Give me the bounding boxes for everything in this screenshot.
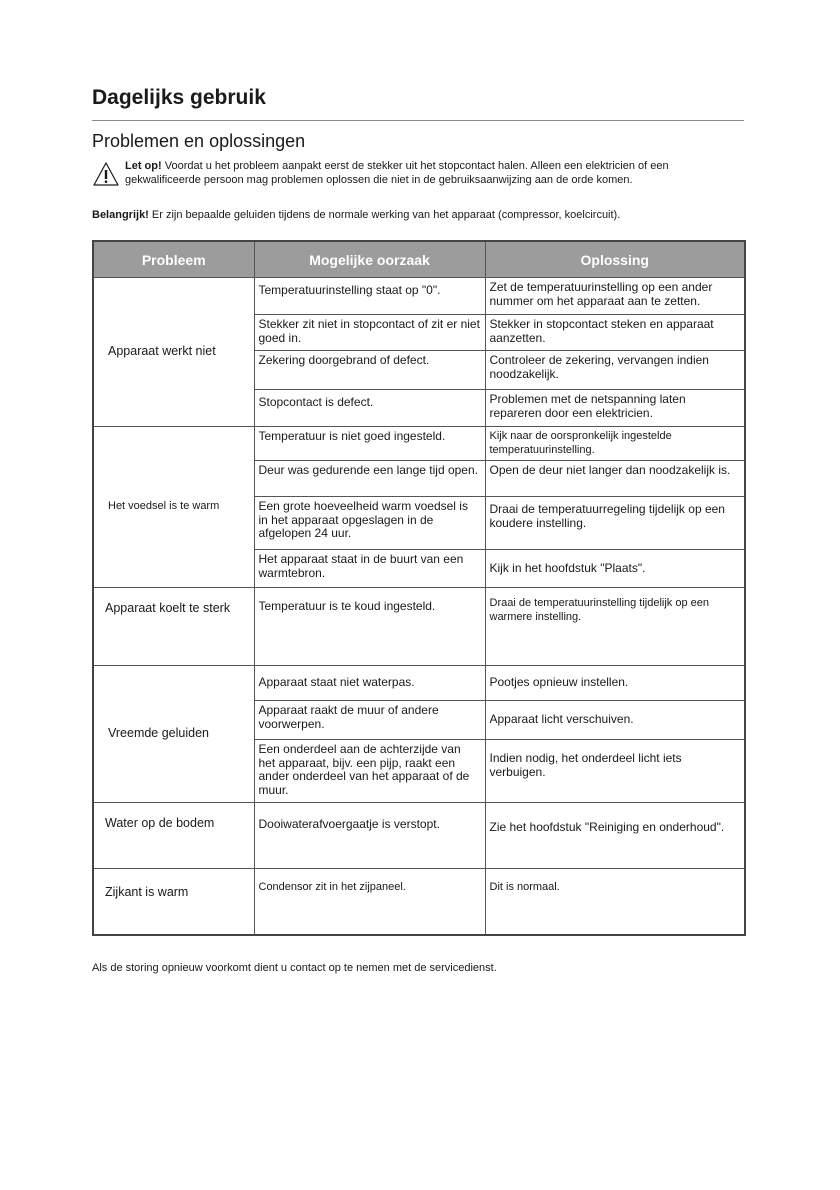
- solution-cell: Kijk in het hoofdstuk "Plaats".: [485, 550, 745, 588]
- cause-cell: Apparaat staat niet waterpas.: [254, 666, 485, 701]
- cause-cell: Stopcontact is defect.: [254, 390, 485, 427]
- warning-label: Let op!: [125, 160, 162, 172]
- solution-cell: Draai de temperatuurinstelling tijdelijk op een warmere instelling.: [485, 588, 745, 666]
- table-row: [93, 666, 745, 701]
- troubleshooting-table: [92, 240, 746, 936]
- footer-note: Als de storing opnieuw voorkomt dient u contact op te nemen met de servicedienst.: [92, 962, 497, 974]
- problem-cell: Het voedsel is te warm: [93, 427, 254, 588]
- problem-cell: Zijkant is warm: [93, 869, 254, 935]
- solution-cell: Pootjes opnieuw instellen.: [485, 666, 745, 701]
- cause-cell: Temperatuur is te koud ingesteld.: [254, 588, 485, 666]
- problem-cell: Water op de bodem: [93, 803, 254, 869]
- cause-cell: Zekering doorgebrand of defect.: [254, 351, 485, 390]
- solution-cell: Zie het hoofdstuk "Reiniging en onderhoud".: [485, 803, 745, 869]
- table-row: [93, 588, 745, 666]
- important-label: Belangrijk!: [92, 209, 149, 221]
- table-row: [93, 278, 745, 315]
- solution-cell: Stekker in stopcontact steken en apparaat aanzetten.: [485, 315, 745, 351]
- cause-cell: Apparaat raakt de muur of andere voorwerpen.: [254, 701, 485, 740]
- solution-cell: Problemen met de netspanning laten repareren door een elektricien.: [485, 390, 745, 427]
- header-solution: Oplossing: [485, 241, 745, 278]
- table-row: [93, 869, 745, 935]
- solution-cell: Kijk naar de oorspronkelijk ingestelde temperatuurinstelling.: [485, 427, 745, 461]
- warning-text: Voordat u het probleem aanpakt eerst de stekker uit het stopcontact halen. Alleen een elektricien of een gekwalificeerde persoon mag problemen oplossen die niet in de gebruiksaanwijzing aan de orde komen.: [125, 160, 669, 186]
- problem-cell: Apparaat koelt te sterk: [93, 588, 254, 666]
- solution-cell: Dit is normaal.: [485, 869, 745, 935]
- table-row: [93, 427, 745, 461]
- header-problem: Probleem: [93, 241, 254, 278]
- cause-cell: Het apparaat staat in de buurt van een warmtebron.: [254, 550, 485, 588]
- important-notice: [92, 209, 620, 221]
- cause-cell: Temperatuur is niet goed ingesteld.: [254, 427, 485, 461]
- warning-notice: [92, 160, 732, 187]
- table-header-row: [93, 241, 745, 278]
- cause-cell: Condensor zit in het zijpaneel.: [254, 869, 485, 935]
- problem-cell: Vreemde geluiden: [93, 666, 254, 803]
- cause-cell: Temperatuurinstelling staat op "0".: [254, 278, 485, 315]
- important-text: Er zijn bepaalde geluiden tijdens de normale werking van het apparaat (compressor, koelcircuit).: [148, 209, 621, 221]
- title-divider: [92, 120, 744, 121]
- header-cause: Mogelijke oorzaak: [254, 241, 485, 278]
- cause-cell: Stekker zit niet in stopcontact of zit er niet goed in.: [254, 315, 485, 351]
- solution-cell: Draai de temperatuurregeling tijdelijk op een koudere instelling.: [485, 497, 745, 550]
- section-title: Problemen en oplossingen: [92, 131, 306, 151]
- solution-cell: Indien nodig, het onderdeel licht iets verbuigen.: [485, 740, 745, 803]
- cause-cell: Een onderdeel aan de achterzijde van het apparaat, bijv. een pijp, raakt een ander onderdeel van het apparaat of de muur.: [254, 740, 485, 803]
- solution-cell: Zet de temperatuurinstelling op een ander nummer om het apparaat aan te zetten.: [485, 278, 745, 315]
- cause-cell: Deur was gedurende een lange tijd open.: [254, 461, 485, 497]
- solution-cell: Controleer de zekering, vervangen indien noodzakelijk.: [485, 351, 745, 390]
- cause-cell: Een grote hoeveelheid warm voedsel is in het apparaat opgeslagen in de afgelopen 24 uur.: [254, 497, 485, 550]
- cause-cell: Dooiwaterafvoergaatje is verstopt.: [254, 803, 485, 869]
- table-row: [93, 803, 745, 869]
- problem-cell: Apparaat werkt niet: [93, 278, 254, 427]
- page-title: Dagelijks gebruik: [92, 86, 266, 109]
- solution-cell: Apparaat licht verschuiven.: [485, 701, 745, 740]
- warning-triangle-icon: [92, 161, 120, 187]
- solution-cell: Open de deur niet langer dan noodzakelijk is.: [485, 461, 745, 497]
